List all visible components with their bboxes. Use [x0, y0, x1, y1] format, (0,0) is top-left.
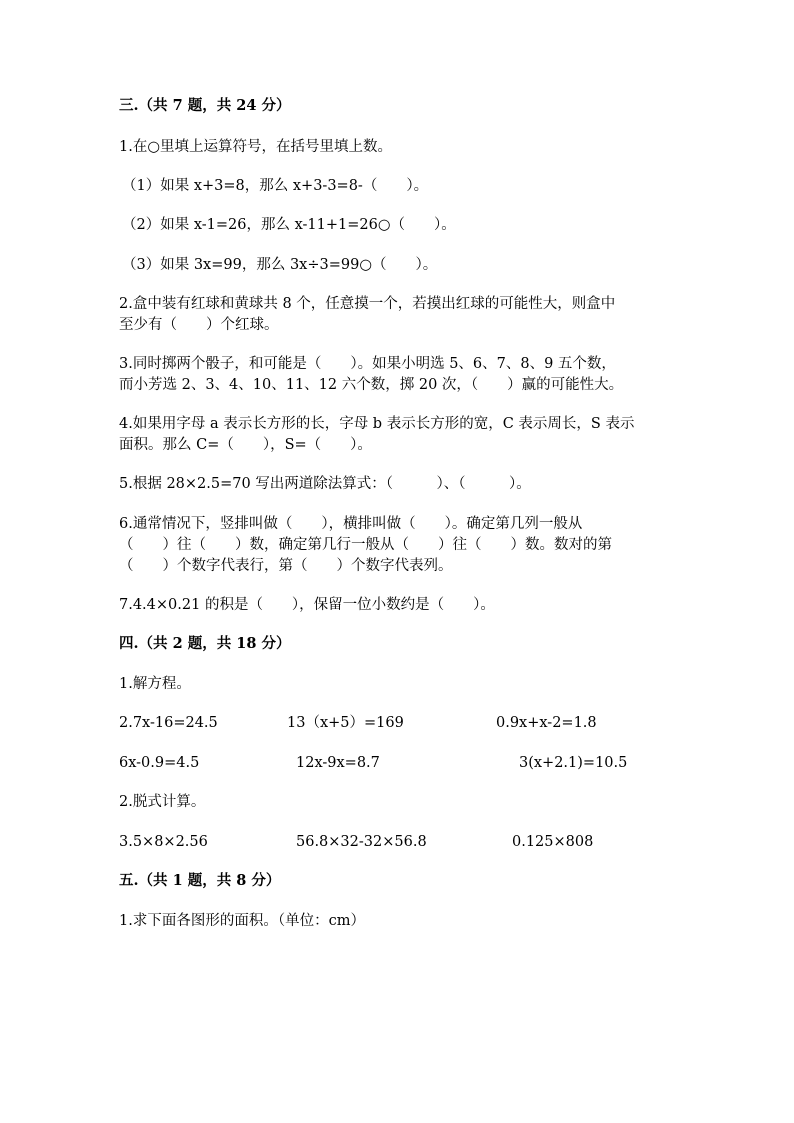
- section-4-heading: 四.（共 2 题，共 18 分）: [119, 635, 291, 652]
- calc-1: 3.5×8×2.56: [119, 834, 208, 850]
- q3-6-line-2: （ ）往（ ）数，确定第几行一般从（ ）往（ ）数。数对的第: [119, 537, 612, 553]
- q3-3-line-1: 3.同时掷两个骰子，和可能是（ ）。如果小明选 5、6、7、8、9 五个数，: [119, 356, 616, 372]
- equation-1: 2.7x-16=24.5: [119, 715, 218, 731]
- equation-5: 12x-9x=8.7: [296, 755, 380, 771]
- q3-4-line-2: 面积。那么 C=（ ），S=（ ）。: [119, 437, 372, 453]
- calc-3: 0.125×808: [512, 834, 594, 850]
- equation-3: 0.9x+x-2=1.8: [496, 715, 597, 731]
- q3-1-stem: 1.在○里填上运算符号，在括号里填上数。: [119, 139, 392, 155]
- q3-6-line-3: （ ）个数字代表行，第（ ）个数字代表列。: [119, 558, 453, 574]
- equation-4: 6x-0.9=4.5: [119, 755, 200, 771]
- q3-1-sub-3: （3）如果 3x=99，那么 3x÷3=99○（ ）。: [122, 257, 438, 273]
- q3-2-line-1: 2.盒中装有红球和黄球共 8 个，任意摸一个，若摸出红球的可能性大，则盒中: [119, 296, 616, 312]
- q3-2-line-2: 至少有（ ）个红球。: [119, 317, 279, 333]
- q3-4-line-1: 4.如果用字母 a 表示长方形的长，字母 b 表示长方形的宽，C 表示周长，S 表示: [119, 416, 635, 432]
- equation-6: 3(x+2.1)=10.5: [519, 755, 628, 771]
- equation-2: 13（x+5）=169: [287, 715, 404, 731]
- q3-3-line-2: 而小芳选 2、3、4、10、11、12 六个数，掷 20 次，（ ）赢的可能性大。: [119, 377, 624, 393]
- section-3-heading: 三.（共 7 题，共 24 分）: [119, 97, 291, 114]
- q3-1-sub-1: （1）如果 x+3=8，那么 x+3-3=8-（ ）。: [122, 178, 429, 194]
- q3-6-line-1: 6.通常情况下，竖排叫做（ ），横排叫做（ ）。确定第几列一般从: [119, 516, 583, 532]
- q3-1-sub-2: （2）如果 x-1=26，那么 x-11+1=26○（ ）。: [122, 217, 456, 233]
- q4-2-stem: 2.脱式计算。: [119, 794, 206, 810]
- section-5-heading: 五.（共 1 题，共 8 分）: [119, 872, 281, 889]
- q4-1-stem: 1.解方程。: [119, 676, 191, 692]
- q3-5-line-1: 5.根据 28×2.5=70 写出两道除法算式：（ ）、（ ）。: [119, 476, 531, 492]
- q5-1-stem: 1.求下面各图形的面积。（单位：cm）: [119, 913, 365, 929]
- calc-2: 56.8×32-32×56.8: [296, 834, 427, 850]
- q3-7-line-1: 7.4.4×0.21 的积是（ ），保留一位小数约是（ ）。: [119, 597, 495, 613]
